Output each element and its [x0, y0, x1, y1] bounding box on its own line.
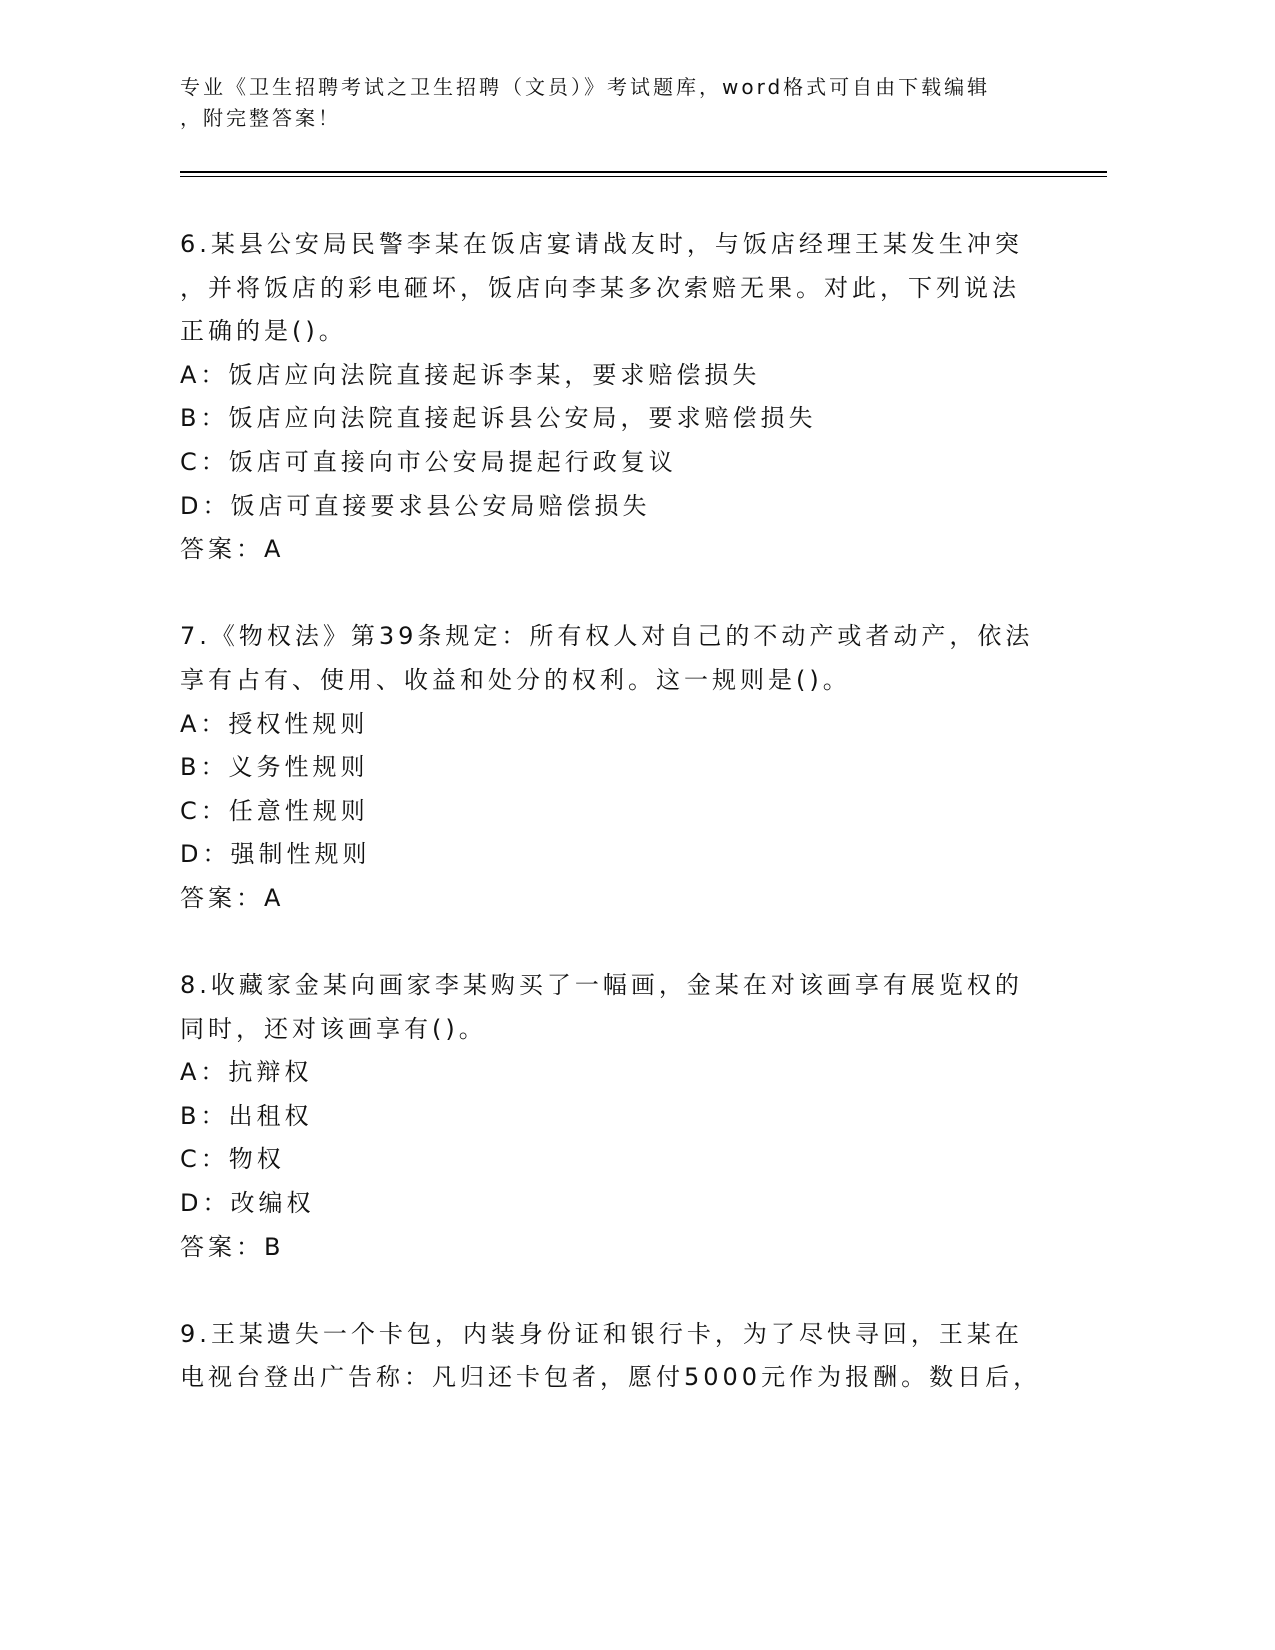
question-7 [180, 615, 1080, 920]
question-stem: 享有占有、使用、收益和处分的权利。这一规则是()。 [180, 665, 851, 694]
option-d: D：饭店可直接要求县公安局赔偿损失 [180, 491, 651, 520]
question-list [180, 223, 1080, 1444]
option-b: B：义务性规则 [180, 753, 369, 782]
question-stem: 6.某县公安局民警李某在饭店宴请战友时，与饭店经理王某发生冲突 [180, 230, 1023, 258]
option-c: C：物权 [180, 1145, 285, 1174]
header-line: 专业《卫生招聘考试之卫生招聘（文员）》考试题库，word格式可自由下载编辑 [180, 75, 991, 99]
question-stem: 7.《物权法》第39条规定：所有权人对自己的不动产或者动产，依法 [180, 622, 1034, 651]
header-divider [180, 171, 1107, 173]
option-d: D：强制性规则 [180, 840, 371, 869]
question-stem: 同时，还对该画享有()。 [180, 1014, 487, 1043]
header-divider-thin [180, 176, 1107, 177]
document-header [180, 72, 1060, 134]
header-line: ，附完整答案！ [180, 106, 341, 130]
question-stem: 正确的是()。 [180, 317, 347, 346]
question-stem: 电视台登出广告称：凡归还卡包者，愿付5000元作为报酬。数日后， [180, 1363, 1042, 1392]
question-9 [180, 1313, 1080, 1400]
option-b: B：饭店应向法院直接起诉县公安局，要求赔偿损失 [180, 404, 817, 433]
option-b: B：出租权 [180, 1101, 313, 1130]
question-8 [180, 964, 1080, 1269]
question-6 [180, 223, 1080, 572]
question-stem: 8.收藏家金某向画家李某购买了一幅画，金某在对该画享有展览权的 [180, 971, 1023, 1000]
option-a: A：饭店应向法院直接起诉李某，要求赔偿损失 [180, 360, 761, 389]
option-a: A：抗辩权 [180, 1058, 313, 1087]
option-a: A：授权性规则 [180, 709, 369, 738]
answer: 答案：A [180, 535, 285, 564]
option-d: D：改编权 [180, 1189, 315, 1218]
answer: 答案：B [180, 1232, 285, 1261]
question-stem: 9.王某遗失一个卡包，内装身份证和银行卡，为了尽快寻回，王某在 [180, 1319, 1023, 1348]
option-c: C：任意性规则 [180, 796, 369, 825]
answer: 答案：A [180, 883, 285, 912]
option-c: C：饭店可直接向市公安局提起行政复议 [180, 447, 677, 476]
question-stem: ，并将饭店的彩电砸坏，饭店向李某多次索赔无果。对此，下列说法 [180, 273, 1020, 302]
